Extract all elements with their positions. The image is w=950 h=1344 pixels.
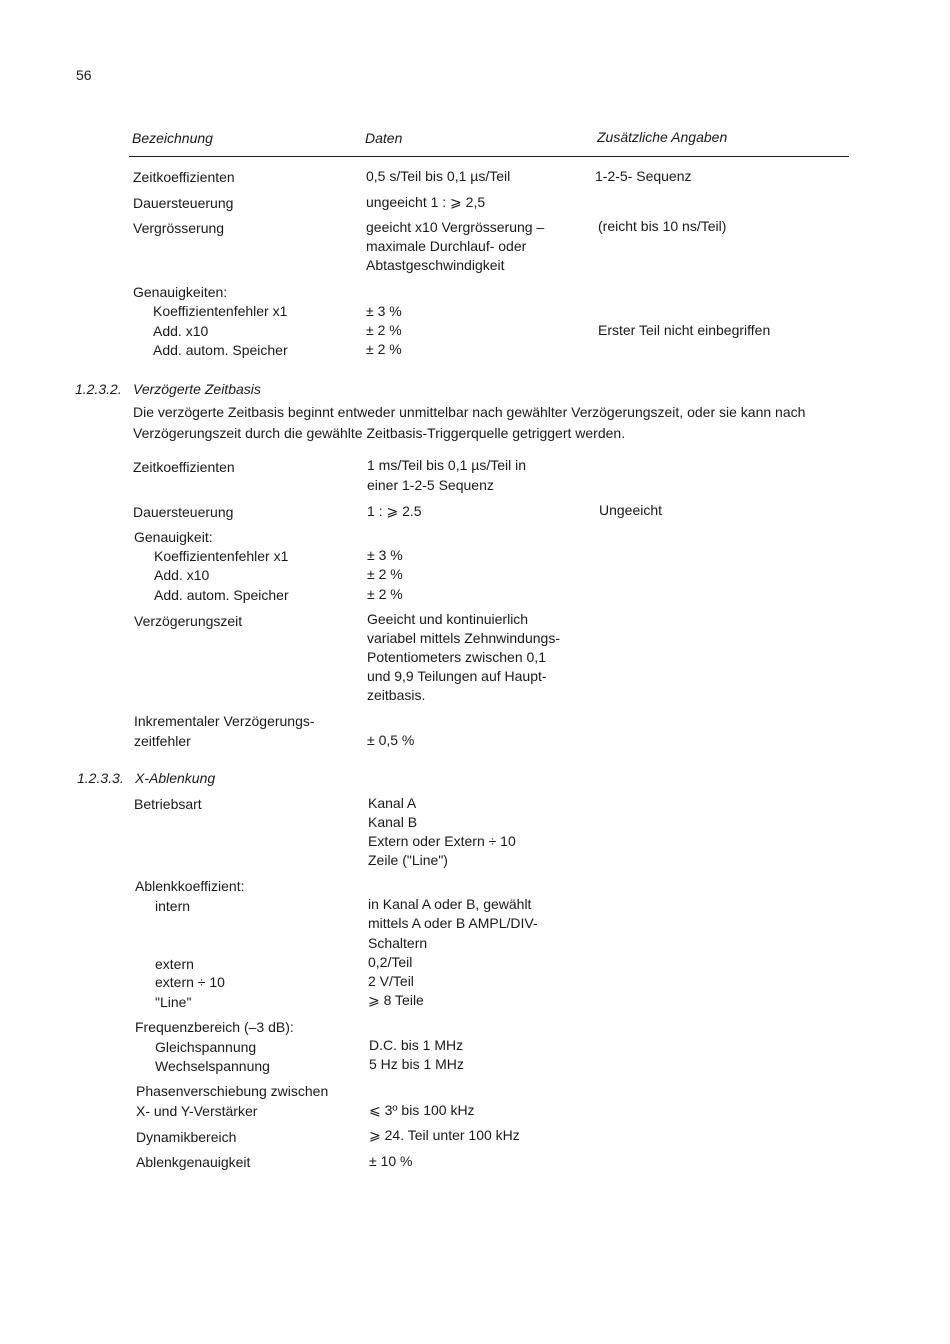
row-data-inkrementaler: ± 0,5 % — [367, 732, 415, 748]
section-title-x-ablenkung: X-Ablenkung — [135, 770, 216, 786]
accuracy-item-label: Koeffizientenfehler x1 — [154, 548, 289, 564]
row-label-extern: extern — [155, 956, 194, 972]
row-label-dynamikbereich: Dynamikbereich — [136, 1129, 237, 1145]
accuracy-item-data: ± 3 % — [367, 547, 403, 563]
accuracy-item-data: ± 2 % — [367, 586, 403, 602]
section-paragraph-line1: Die verzögerte Zeitbasis beginnt entweder unmittelbar nach gewählter Verzögerungszeit, oder sie kann nach — [133, 404, 806, 420]
row-label-inkrementaler-line1: Inkrementaler Verzögerungs- — [134, 713, 315, 729]
row-data-zeitkoeffizienten: 0,5 s/Teil bis 0,1 µs/Teil — [366, 168, 511, 184]
row-data-verzoegerungszeit-line4: und 9,9 Teilungen auf Haupt- — [367, 668, 547, 684]
row-data-wechselspannung: 5 Hz bis 1 MHz — [369, 1056, 464, 1072]
row-extra-vergroesserung: (reicht bis 10 ns/Teil) — [598, 218, 727, 234]
row-data-zeitkoeffizienten-2-line1: 1 ms/Teil bis 0,1 µs/Teil in — [367, 457, 527, 473]
row-label-frequenzbereich: Frequenzbereich (–3 dB): — [135, 1019, 294, 1035]
row-data-intern-line3: Schaltern — [368, 935, 428, 951]
row-data-extern: 0,2/Teil — [368, 954, 413, 970]
accuracy-item-data: ± 2 % — [366, 322, 402, 338]
column-header-bezeichnung: Bezeichnung — [132, 130, 213, 146]
accuracy-item-data: ± 2 % — [366, 341, 402, 357]
row-data-phasenverschiebung: ⩽ 3º bis 100 kHz — [369, 1102, 475, 1118]
row-label-phasenverschiebung-line2: X- und Y-Verstärker — [136, 1103, 258, 1119]
section-title-verzoegerte-zeitbasis: Verzögerte Zeitbasis — [133, 381, 261, 397]
row-data-dauersteuerung: ungeeicht 1 : ⩾ 2,5 — [366, 194, 486, 210]
row-data-extern10: 2 V/Teil — [368, 973, 414, 989]
row-label-extern10: extern ÷ 10 — [155, 974, 225, 990]
row-label-ablenkgenauigkeit: Ablenkgenauigkeit — [136, 1154, 251, 1170]
accuracy-item-label: Add. x10 — [153, 323, 209, 339]
row-data-line: ⩾ 8 Teile — [368, 992, 424, 1008]
row-data-verzoegerungszeit-line1: Geeicht und kontinuierlich — [367, 611, 529, 627]
section-number-1232: 1.2.3.2. — [75, 381, 122, 397]
row-label-zeitkoeffizienten: Zeitkoeffizienten — [133, 169, 235, 185]
column-header-zusatz: Zusätzliche Angaben — [597, 129, 728, 145]
row-data-zeitkoeffizienten-2-line2: einer 1-2-5 Sequenz — [367, 477, 494, 493]
row-data-ablenkgenauigkeit: ± 10 % — [369, 1153, 413, 1169]
row-data-verzoegerungszeit-line3: Potentiometers zwischen 0,1 — [367, 649, 546, 665]
section-paragraph-line2: Verzögerungszeit durch die gewählte Zeitbasis-Triggerquelle getriggert werden. — [133, 425, 626, 441]
accuracy-item-label: Add. autom. Speicher — [154, 587, 289, 603]
row-data-vergroesserung-line3: Abtastgeschwindigkeit — [366, 257, 505, 273]
row-data-verzoegerungszeit-line5: zeitbasis. — [367, 687, 426, 703]
row-data-vergroesserung-line2: maximale Durchlauf- oder — [366, 238, 527, 254]
row-label-ablenkkoeffizient: Ablenkkoeffizient: — [135, 878, 245, 894]
row-label-inkrementaler-line2: zeitfehler — [134, 733, 191, 749]
row-data-gleichspannung: D.C. bis 1 MHz — [369, 1037, 464, 1053]
section-number-1233: 1.2.3.3. — [77, 770, 124, 786]
column-header-daten: Daten — [365, 130, 403, 146]
row-label-zeitkoeffizienten-2: Zeitkoeffizienten — [133, 459, 235, 475]
accuracy-item-data: ± 3 % — [366, 303, 402, 319]
row-data-betriebsart-line1: Kanal A — [368, 795, 417, 811]
row-label-phasenverschiebung-line1: Phasenverschiebung zwischen — [136, 1083, 329, 1099]
row-label-wechselspannung: Wechselspannung — [155, 1058, 270, 1074]
row-extra-zeitkoeffizienten: 1-2-5- Sequenz — [595, 168, 692, 184]
row-label-dauersteuerung-2: Dauersteuerung — [133, 504, 234, 520]
row-label-line: "Line" — [155, 994, 192, 1010]
row-label-dauersteuerung: Dauersteuerung — [133, 195, 234, 211]
row-data-vergroesserung-line1: geeicht x10 Vergrösserung – — [366, 219, 545, 235]
accuracy-heading-2: Genauigkeit: — [134, 529, 213, 545]
accuracy-heading: Genauigkeiten: — [133, 284, 228, 300]
row-label-betriebsart: Betriebsart — [134, 796, 202, 812]
row-data-betriebsart-line3: Extern oder Extern ÷ 10 — [368, 833, 516, 849]
accuracy-item-label: Koeffizientenfehler x1 — [153, 303, 288, 319]
row-data-intern-line1: in Kanal A oder B, gewählt — [368, 896, 532, 912]
row-data-dauersteuerung-2: 1 : ⩾ 2.5 — [367, 503, 422, 519]
accuracy-item-extra: Erster Teil nicht einbegriffen — [598, 322, 771, 338]
accuracy-item-label: Add. autom. Speicher — [153, 342, 288, 358]
row-data-intern-line2: mittels A oder B AMPL/DIV- — [368, 915, 538, 931]
row-label-intern: intern — [155, 898, 191, 914]
accuracy-item-label: Add. x10 — [154, 567, 210, 583]
row-data-betriebsart-line4: Zeile ("Line") — [368, 852, 448, 868]
row-data-dynamikbereich: ⩾ 24. Teil unter 100 kHz — [369, 1127, 520, 1143]
accuracy-item-data: ± 2 % — [367, 566, 403, 582]
row-data-verzoegerungszeit-line2: variabel mittels Zehnwindungs- — [367, 630, 560, 646]
row-extra-dauersteuerung-2: Ungeeicht — [599, 502, 663, 518]
page-number: 56 — [76, 67, 92, 83]
row-label-verzoegerungszeit: Verzögerungszeit — [134, 613, 243, 629]
row-label-vergroesserung: Vergrösserung — [133, 220, 225, 236]
row-data-betriebsart-line2: Kanal B — [368, 814, 418, 830]
row-label-gleichspannung: Gleichspannung — [155, 1039, 257, 1055]
header-rule — [129, 156, 849, 157]
